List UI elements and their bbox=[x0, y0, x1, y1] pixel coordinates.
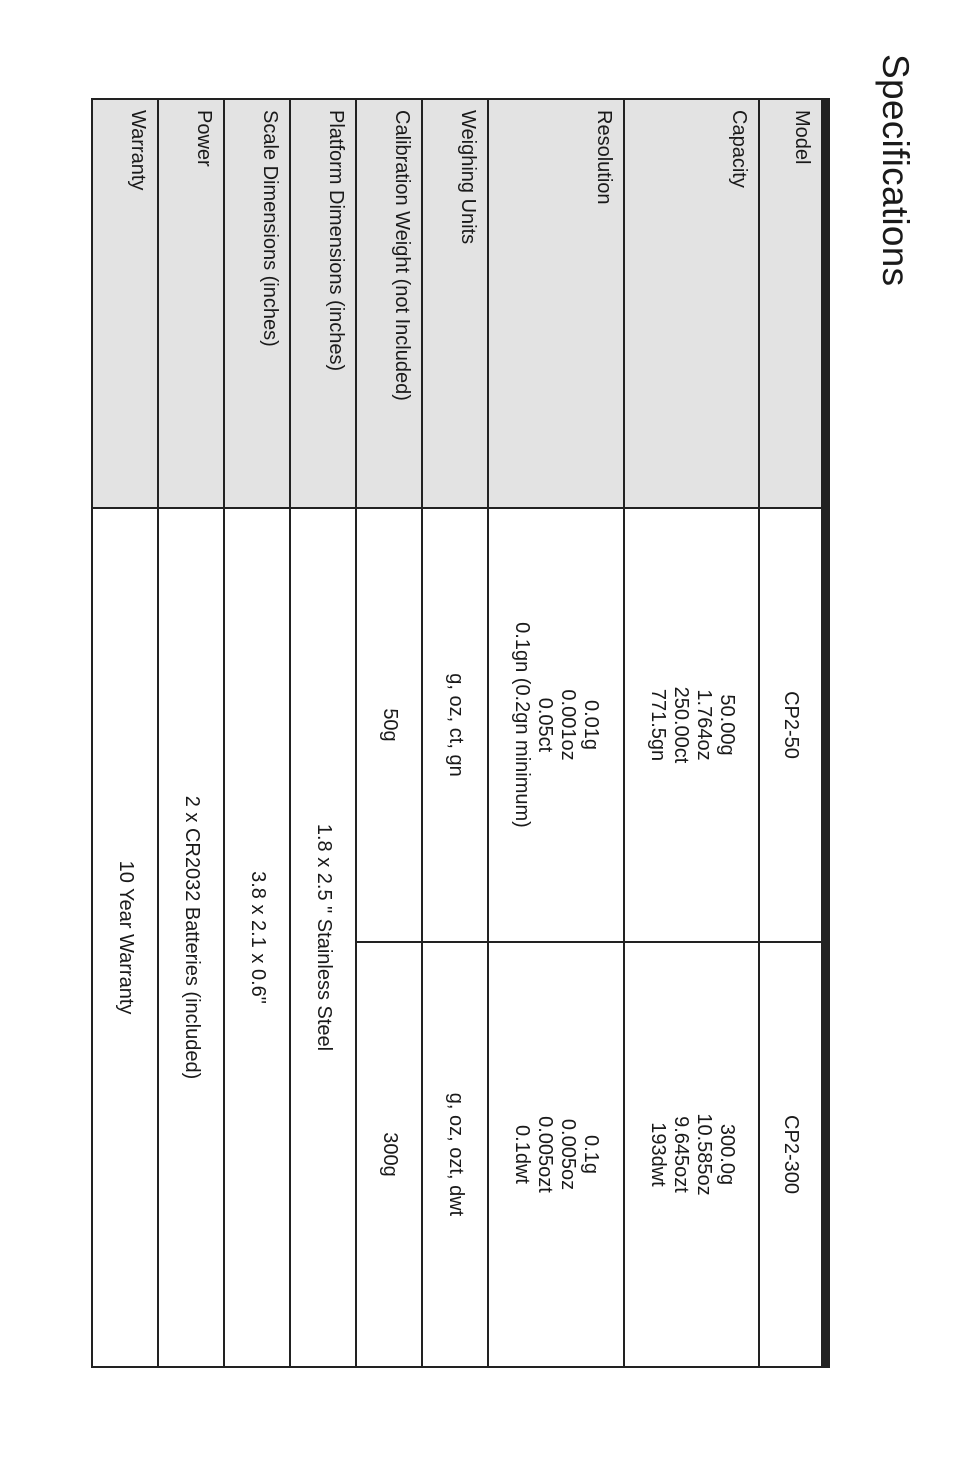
value-line: 0.1g bbox=[580, 1135, 603, 1174]
cell-shared: 10 Year Warranty bbox=[93, 508, 159, 1367]
value-line: 0.005oz bbox=[557, 1118, 580, 1191]
value-line: 1.764oz bbox=[693, 689, 715, 761]
value-line: 0.1gn (0.2gn minimum) bbox=[511, 622, 534, 828]
cell-cp2-300: g, oz, ozt, dwt bbox=[423, 942, 489, 1367]
row-label: Platform Dimensions (inches) bbox=[291, 99, 357, 508]
cell-cp2-50: CP2-50 bbox=[760, 508, 826, 942]
value-line: 250.00ct bbox=[670, 686, 692, 764]
value-line: 50.00g bbox=[716, 694, 738, 756]
cell-cp2-50 bbox=[625, 508, 760, 942]
specifications-table bbox=[92, 98, 831, 1368]
row-label: Resolution bbox=[489, 99, 625, 508]
table-row-model bbox=[760, 99, 826, 1367]
row-label: Power bbox=[159, 99, 225, 508]
value-line: 300.0g bbox=[716, 1123, 738, 1186]
row-label: Calibration Weight (not Included) bbox=[357, 99, 423, 508]
value-line: 0.005ozt bbox=[534, 1116, 557, 1193]
table-row-platform-dimensions bbox=[291, 99, 357, 1367]
cell-cp2-50: g, oz, ct, gn bbox=[423, 508, 489, 942]
row-label: Scale Dimensions (inches) bbox=[225, 99, 291, 508]
row-label: Warranty bbox=[93, 99, 159, 508]
cell-cp2-300 bbox=[625, 942, 760, 1367]
row-label: Weighing Units bbox=[423, 99, 489, 508]
table-row-resolution bbox=[489, 99, 625, 1367]
table-row-capacity bbox=[625, 99, 760, 1367]
value-line: 771.5gn bbox=[647, 688, 669, 762]
cell-cp2-300: 300g bbox=[357, 942, 423, 1367]
cell-shared: 3.8 x 2.1 x 0.6" bbox=[225, 508, 291, 1367]
value-line: 193dwt bbox=[647, 1122, 669, 1187]
table-row-scale-dimensions bbox=[225, 99, 291, 1367]
cell-shared: 1.8 x 2.5 " Stainless Steel bbox=[291, 508, 357, 1367]
value-line: 0.05ct bbox=[534, 697, 557, 753]
cell-cp2-50: 50g bbox=[357, 508, 423, 942]
table-row-power bbox=[159, 99, 225, 1367]
row-label: Model bbox=[760, 99, 826, 508]
cell-shared: 2 x CR2032 Batteries (included) bbox=[159, 508, 225, 1367]
value-line: 0.01g bbox=[580, 699, 603, 751]
value-line: 10.585oz bbox=[693, 1113, 715, 1196]
cell-cp2-50 bbox=[489, 508, 625, 942]
table-row-warranty bbox=[93, 99, 159, 1367]
cell-cp2-300: CP2-300 bbox=[760, 942, 826, 1367]
value-line: 0.001oz bbox=[557, 689, 580, 761]
value-line: 0.1dwt bbox=[511, 1125, 534, 1184]
cell-cp2-300 bbox=[489, 942, 625, 1367]
page-title: Specifications bbox=[875, 54, 916, 287]
row-label: Capacity bbox=[625, 99, 760, 508]
table-row-calibration-weight bbox=[357, 99, 423, 1367]
value-line: 9.645ozt bbox=[670, 1116, 692, 1193]
table-row-weighing-units bbox=[423, 99, 489, 1367]
